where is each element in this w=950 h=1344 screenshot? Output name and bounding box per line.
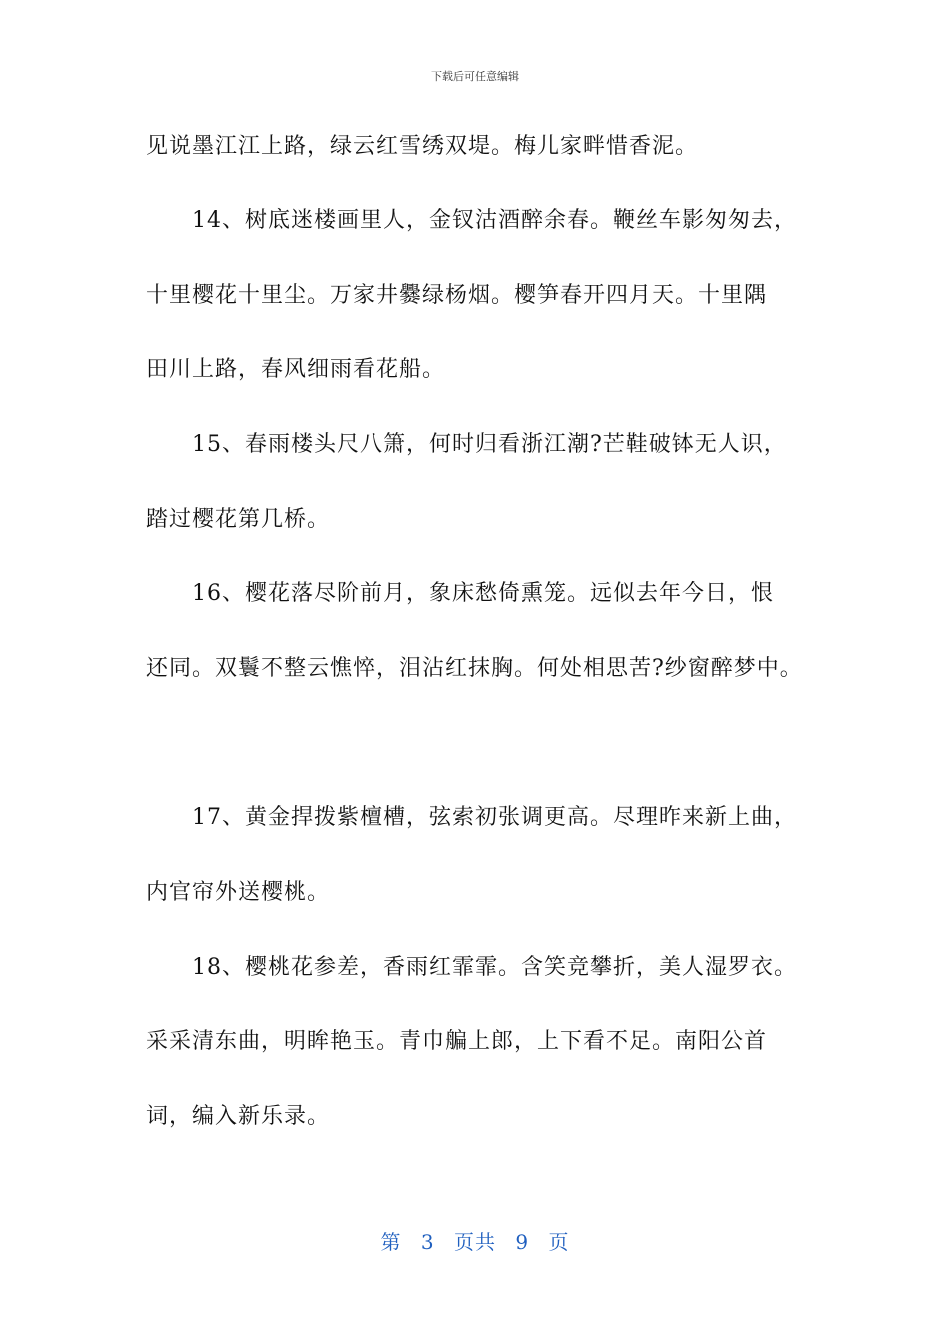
text-line: 词，编入新乐录。: [146, 1104, 331, 1129]
text-line: 田川上路，春风细雨看花船。: [146, 357, 446, 382]
text-line: 17、黄金捍拨紫檀槽，弦索初张调更高。尽理昨来新上曲，: [192, 805, 797, 830]
footer-middle: 页共: [454, 1230, 496, 1254]
page-header: 下载后可任意编辑: [431, 70, 519, 83]
text-line: 还同。双鬟不整云憔悴，泪沾红抹胸。何处相思苦?纱窗醉梦中。: [146, 656, 803, 681]
page-footer: [0, 1226, 950, 1255]
text-line: 14、树底迷楼画里人，金钗沽酒醉余春。鞭丝车影匆匆去，: [192, 208, 797, 233]
footer-suffix: 页: [548, 1230, 570, 1254]
text-line: 采采清东曲，明眸艳玉。青巾艑上郎，上下看不足。南阳公首: [146, 1029, 768, 1054]
text-line: 18、樱桃花参差，香雨红霏霏。含笑竞攀折，美人湿罗衣。: [192, 955, 797, 980]
text-line: 十里樱花十里尘。万家井爨绿杨烟。樱笋春开四月天。十里隅: [146, 283, 768, 308]
text-line: 15、春雨楼头尺八箫，何时归看浙江潮?芒鞋破钵无人识，: [192, 432, 787, 457]
text-line: 见说墨江江上路，绿云红雪绣双堤。梅儿家畔惜香泥。: [146, 134, 699, 159]
text-line: 内官帘外送樱桃。: [146, 880, 331, 905]
footer-page-number: 3: [420, 1230, 435, 1254]
footer-prefix: 第: [380, 1230, 402, 1254]
footer-total-pages: 9: [515, 1230, 530, 1254]
text-line: 16、樱花落尽阶前月，象床愁倚熏笼。远似去年今日，恨: [192, 581, 774, 606]
text-line: 踏过樱花第几桥。: [146, 507, 331, 532]
